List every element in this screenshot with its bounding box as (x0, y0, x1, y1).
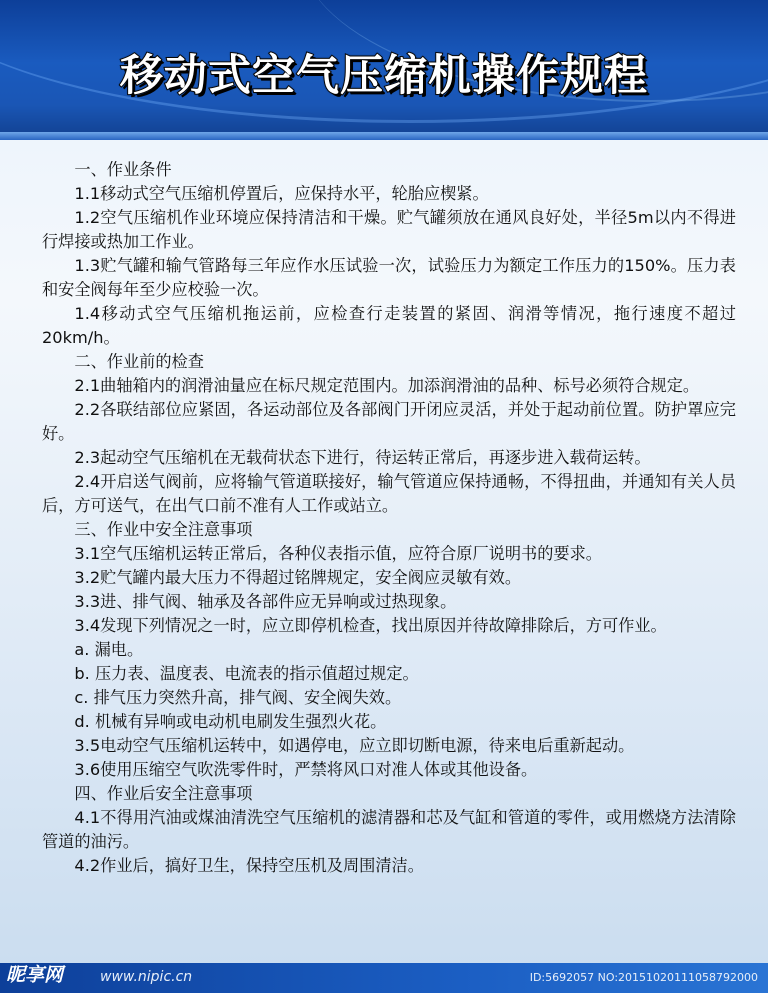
clause: 3.3进、排气阀、轴承及各部件应无异响或过热现象。 (74, 592, 457, 611)
sub-clause: b. 压力表、温度表、电流表的指示值超过规定。 (74, 664, 419, 683)
sub-clause: d. 机械有异响或电动机电刷发生强烈火花。 (74, 712, 387, 731)
header-underline (0, 132, 768, 140)
sub-clause: a. 漏电。 (74, 640, 144, 659)
clause: 2.3起动空气压缩机在无载荷状态下进行，待运转正常后，再逐步进入载荷运转。 (74, 448, 651, 467)
watermark-logo: 昵享网 (6, 964, 64, 986)
image-id-text: ID:5692057 NO:20151020111058792000 (529, 971, 758, 984)
clause: 1.3贮气罐和输气管路每三年应作水压试验一次，试验压力为额定工作压力的150%。压力表和安全阀每年至少应校验一次。 (42, 256, 736, 299)
clause: 3.1空气压缩机运转正常后，各种仪表指示值，应符合原厂说明书的要求。 (74, 544, 602, 563)
section-heading: 三、作业中安全注意事项 (74, 520, 253, 539)
clause: 3.4发现下列情况之一时，应立即停机检查，找出原因并待故障排除后，方可作业。 (74, 616, 667, 635)
sub-clause: c. 排气压力突然升高，排气阀、安全阀失效。 (74, 688, 402, 707)
clause: 2.4开启送气阀前，应将输气管道联接好，输气管道应保持通畅，不得扭曲，并通知有关人员后，方可送气，在出气口前不准有人工作或站立。 (42, 472, 736, 515)
footer-watermark-bar (0, 963, 768, 993)
clause: 2.2各联结部位应紧固，各运动部位及各部阀门开闭应灵活，并处于起动前位置。防护罩应完好。 (42, 400, 736, 443)
clause: 1.1移动式空气压缩机停置后，应保持水平，轮胎应楔紧。 (74, 184, 489, 203)
clause: 3.2贮气罐内最大压力不得超过铭牌规定，安全阀应灵敏有效。 (74, 568, 522, 587)
page-title: 移动式空气压缩机操作规程 (120, 51, 648, 101)
header-banner (0, 0, 768, 140)
watermark-site: www.nipic.cn (100, 969, 193, 985)
clause: 3.5电动空气压缩机运转中，如遇停电，应立即切断电源，待来电后重新起动。 (74, 736, 635, 755)
regulation-body (42, 158, 736, 878)
clause: 4.1不得用汽油或煤油清洗空气压缩机的滤清器和芯及气缸和管道的零件，或用燃烧方法清除管道的油污。 (42, 808, 736, 851)
clause: 4.2作业后，搞好卫生，保持空压机及周围清洁。 (74, 856, 424, 875)
clause: 2.1曲轴箱内的润滑油量应在标尺规定范围内。加添润滑油的品种、标号必须符合规定。 (74, 376, 700, 395)
section-heading: 四、作业后安全注意事项 (74, 784, 253, 803)
clause: 3.6使用压缩空气吹洗零件时，严禁将风口对准人体或其他设备。 (74, 760, 538, 779)
clause: 1.4移动式空气压缩机拖运前，应检查行走装置的紧固、润滑等情况，拖行速度不超过20km/h。 (42, 304, 736, 347)
clause: 1.2空气压缩机作业环境应保持清洁和干燥。贮气罐须放在通风良好处，半径5m以内不得进行焊接或热加工作业。 (42, 208, 736, 251)
section-heading: 一、作业条件 (74, 160, 172, 179)
section-heading: 二、作业前的检查 (74, 352, 204, 371)
